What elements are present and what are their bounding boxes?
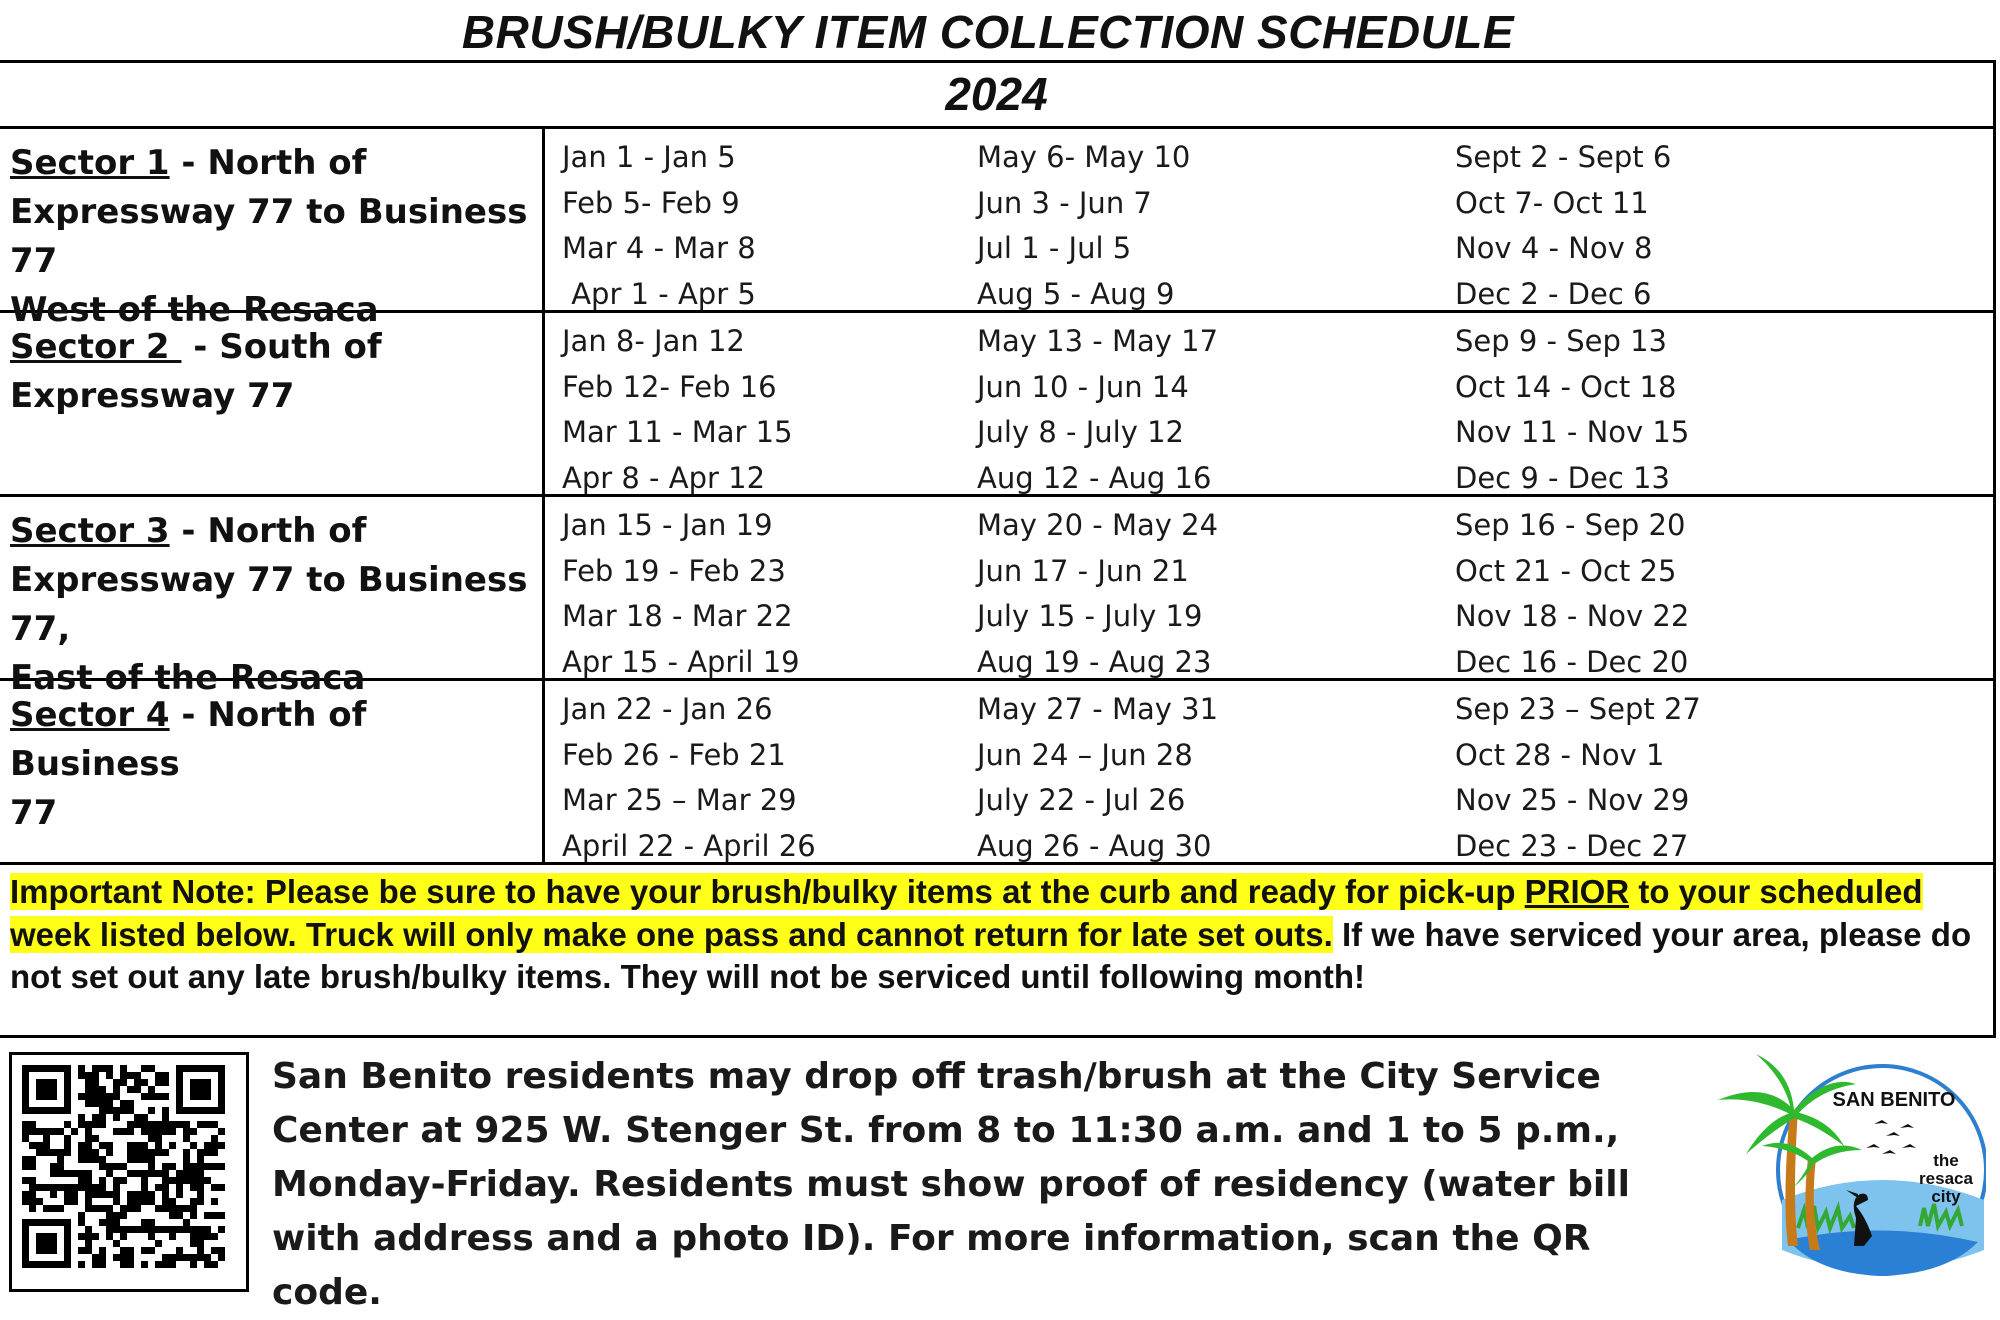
palm-tree-heron-logo <box>1706 1050 1986 1290</box>
date-range: Jan 1 - Jan 5 <box>562 140 736 174</box>
date-column <box>545 319 977 494</box>
sector-desc: Expressway 77 to Business 77 <box>10 192 528 281</box>
date-range: Aug 5 - Aug 9 <box>977 276 1175 311</box>
sector-row-3 <box>0 497 1993 698</box>
sector-desc: West of the Resaca <box>10 290 379 330</box>
date-column <box>977 135 1455 310</box>
sector-name: Sector 1 <box>10 143 170 183</box>
schedule-table <box>0 60 1996 1038</box>
logo-name: SAN BENITO <box>1832 1089 1956 1111</box>
date-range: Dec 9 - Dec 13 <box>1455 460 1670 495</box>
date-range: Mar 25 – Mar 29 <box>562 783 797 817</box>
note-text: If we have serviced your area, please do not set out any late brush/bulky items. They will not be serviced until following month! <box>10 915 1972 995</box>
date-range: Dec 23 - Dec 27 <box>1455 828 1689 863</box>
sector-row-1 <box>0 129 1993 330</box>
logo-tagline: the <box>1933 1151 1959 1170</box>
date-range: July 22 - Jul 26 <box>977 783 1186 817</box>
sector-dates <box>545 681 1993 862</box>
date-range: Apr 8 - Apr 12 <box>562 460 766 495</box>
sector-name: Sector 2 <box>10 327 182 367</box>
sector-dates <box>545 497 1993 678</box>
sector-name: Sector 3 <box>10 511 170 551</box>
date-range: July 15 - July 19 <box>977 599 1203 633</box>
sector-name: Sector 4 <box>10 695 170 735</box>
sector-label <box>0 681 545 862</box>
date-column <box>977 319 1455 494</box>
date-range: Jan 8- Jan 12 <box>562 324 745 358</box>
date-column <box>545 503 977 678</box>
date-range: Aug 19 - Aug 23 <box>977 644 1212 679</box>
sector-label <box>0 313 545 494</box>
date-range: Mar 11 - Mar 15 <box>562 415 793 449</box>
date-range: Jun 24 – Jun 28 <box>977 737 1193 772</box>
document-title: BRUSH/BULKY ITEM COLLECTION SCHEDULE <box>461 6 1515 58</box>
date-range: Dec 2 - Dec 6 <box>1455 276 1652 311</box>
date-column <box>1455 687 1855 862</box>
logo-tagline: resaca <box>1919 1169 1973 1188</box>
qr-code-icon[interactable] <box>9 1052 249 1292</box>
date-range: Nov 25 - Nov 29 <box>1455 783 1690 817</box>
date-range: Feb 19 - Feb 23 <box>562 553 786 588</box>
note-highlight: to your scheduled week listed below. Truck will only make one pass and cannot return for late set outs. <box>10 873 1923 953</box>
sector-row-2 <box>0 313 1993 497</box>
drop-off-info: San Benito residents may drop off trash/brush at the City Service Center at 925 W. Stenger St. from 8 to 11:30 a.m. and 1 to 5 p.m., Monday-Friday. Residents must show proof of residency (water bill with address and a photo ID). For more information, scan the QR code. <box>272 1056 1630 1313</box>
date-range: Nov 4 - Nov 8 <box>1455 231 1653 265</box>
sector-desc: Expressway 77 to Business 77, <box>10 560 528 649</box>
date-range: Oct 28 - Nov 1 <box>1455 737 1665 772</box>
sector-desc: - North of <box>169 511 367 551</box>
date-column <box>1455 503 1855 678</box>
date-range: Jun 17 - Jun 21 <box>977 553 1189 588</box>
note-prior: PRIOR <box>1524 873 1630 910</box>
sector-label <box>0 129 545 330</box>
sector-label <box>0 497 545 698</box>
date-range: Oct 21 - Oct 25 <box>1455 553 1677 588</box>
sector-row-4 <box>0 681 1993 865</box>
sector-desc: Expressway 77 <box>10 376 295 416</box>
date-range: May 20 - May 24 <box>977 508 1219 542</box>
date-range: Jan 15 - Jan 19 <box>562 508 773 542</box>
date-column <box>545 135 977 310</box>
date-column <box>1455 135 1855 310</box>
important-note <box>0 865 1993 999</box>
date-range: May 27 - May 31 <box>977 692 1219 726</box>
date-range: Sep 23 – Sept 27 <box>1455 692 1701 726</box>
date-range: July 8 - July 12 <box>977 415 1184 449</box>
date-range: Mar 4 - Mar 8 <box>562 231 756 265</box>
logo-tagline: city <box>1931 1187 1961 1206</box>
date-range: Sep 16 - Sep 20 <box>1455 508 1686 542</box>
sector-desc: 77 <box>10 793 58 833</box>
date-range: April 22 - April 26 <box>562 828 816 863</box>
date-range: Apr 1 - Apr 5 <box>562 276 756 311</box>
date-range: Feb 12- Feb 16 <box>562 369 777 404</box>
sector-desc: East of the Resaca <box>10 658 366 698</box>
date-column <box>977 687 1455 862</box>
sector-desc: - North of Business <box>10 695 367 784</box>
date-range: Dec 16 - Dec 20 <box>1455 644 1689 679</box>
date-column <box>977 503 1455 678</box>
sector-desc: - South of <box>181 327 382 367</box>
date-range: Oct 14 - Oct 18 <box>1455 369 1677 404</box>
date-column <box>545 687 977 862</box>
date-range: Mar 18 - Mar 22 <box>562 599 793 633</box>
date-range: Feb 5- Feb 9 <box>562 185 740 220</box>
date-range: Nov 18 - Nov 22 <box>1455 599 1690 633</box>
date-range: May 6- May 10 <box>977 140 1191 174</box>
sector-dates <box>545 129 1993 310</box>
date-range: Feb 26 - Feb 21 <box>562 737 786 772</box>
schedule-year: 2024 <box>0 63 1993 129</box>
date-range: Sept 2 - Sept 6 <box>1455 140 1672 174</box>
date-range: Oct 7- Oct 11 <box>1455 185 1649 220</box>
date-column <box>1455 319 1855 494</box>
date-range: Jun 3 - Jun 7 <box>977 185 1152 220</box>
date-range: Aug 12 - Aug 16 <box>977 460 1212 495</box>
date-range: Jun 10 - Jun 14 <box>977 369 1189 404</box>
sector-dates <box>545 313 1993 494</box>
date-range: Apr 15 - April 19 <box>562 644 800 679</box>
note-highlight: Important Note: Please be sure to have your brush/bulky items at the curb and ready for pick-up <box>10 873 1525 910</box>
date-range: Nov 11 - Nov 15 <box>1455 415 1690 449</box>
date-range: Sep 9 - Sep 13 <box>1455 324 1668 358</box>
sector-desc: - North of <box>169 143 367 183</box>
date-range: May 13 - May 17 <box>977 324 1219 358</box>
date-range: Jul 1 - Jul 5 <box>977 231 1132 265</box>
date-range: Aug 26 - Aug 30 <box>977 828 1212 863</box>
date-range: Jan 22 - Jan 26 <box>562 692 773 726</box>
